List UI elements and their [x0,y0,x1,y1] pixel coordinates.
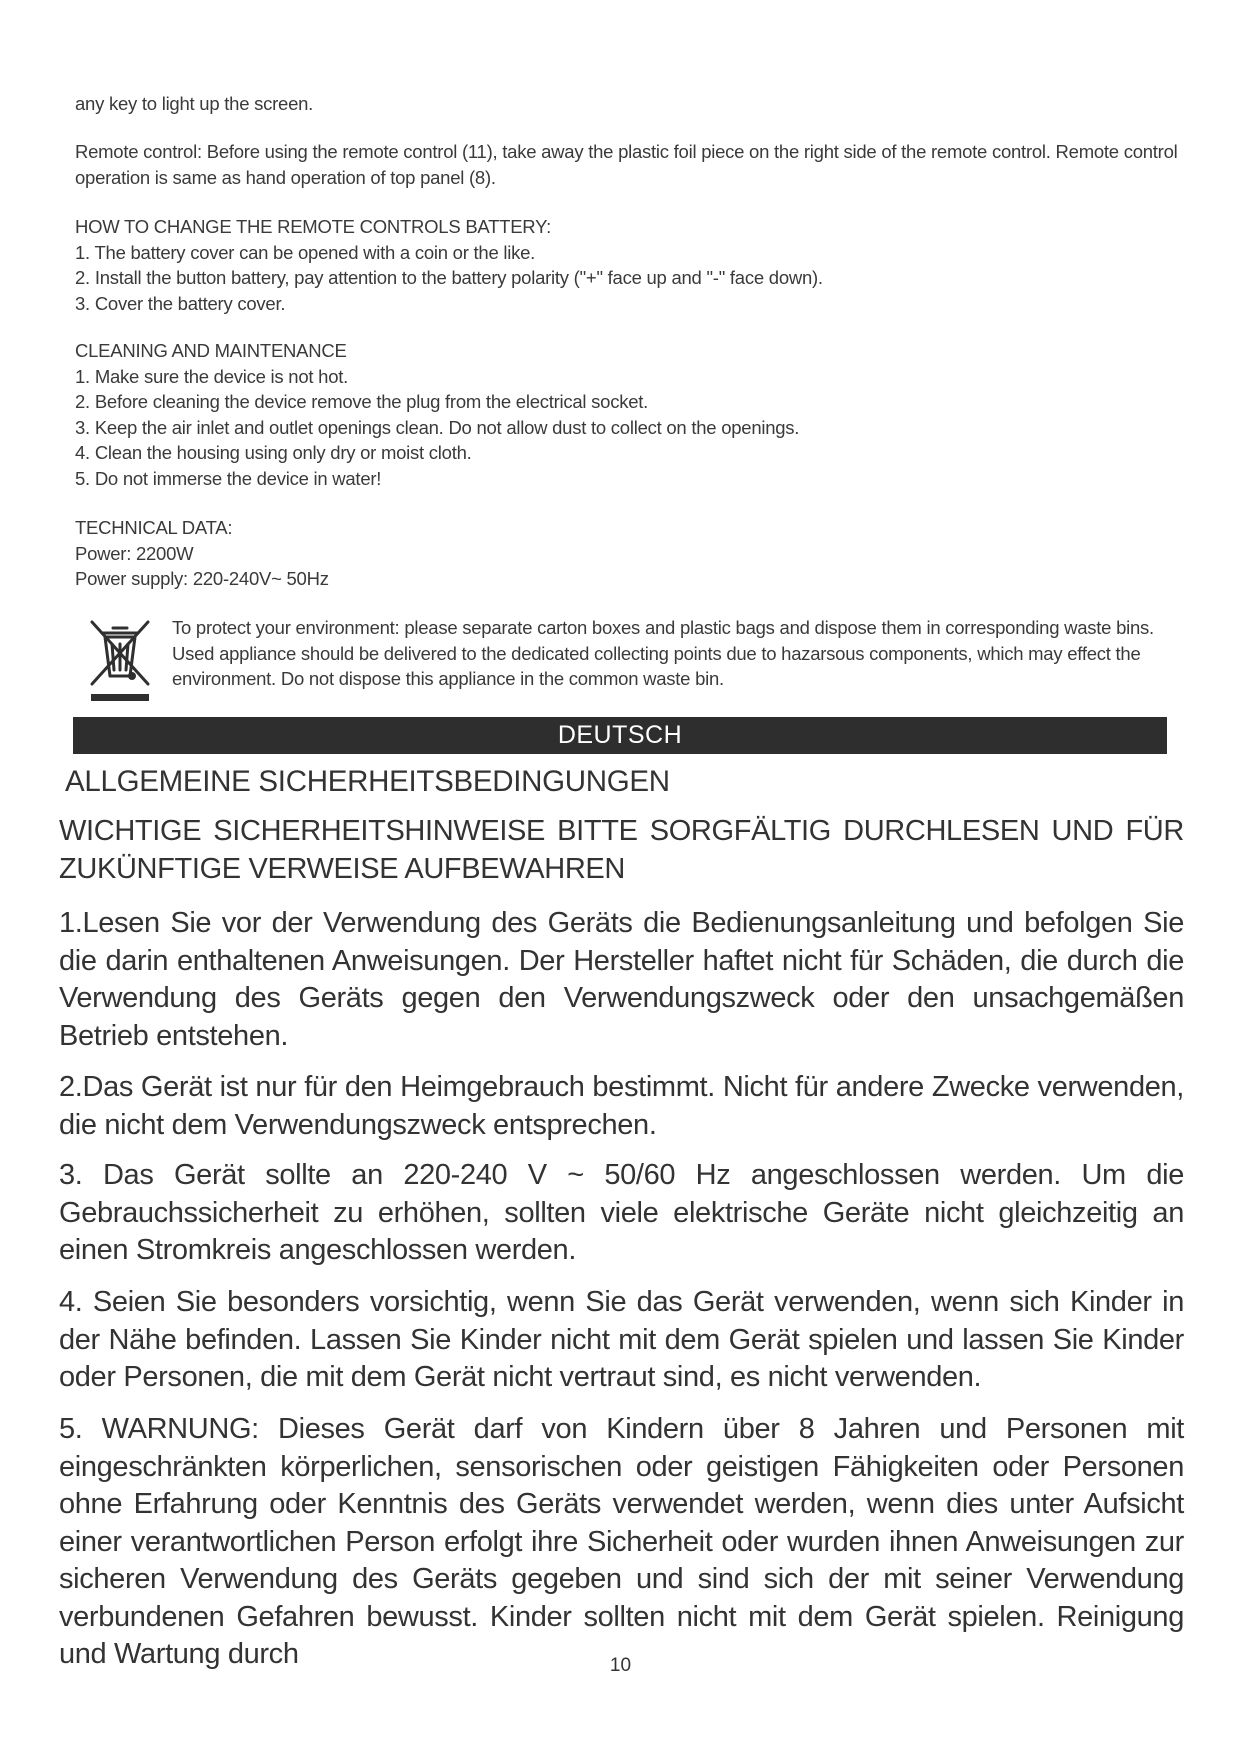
cleaning-title: CLEANING AND MAINTENANCE [75,340,347,361]
safety-item [59,1284,1184,1397]
safety-item-text: 3. Das Gerät sollte an 220-240 V ~ 50/60 Hz angeschlossen werden. Um die Gebrauchssicherheit zu erhöhen, sollten viele elektrische Geräte nicht gleichzeitig an einen Stromkreis angeschlossen werden. [59,1159,1184,1266]
crossed-out-wheelie-bin-icon [88,618,152,702]
cleaning-step: 3. Keep the air inlet and outlet openings clean. Do not allow dust to collect on the openings. [75,416,800,438]
language-section-bar [73,717,1167,754]
technical-supply: Power supply: 220-240V~ 50Hz [75,568,329,589]
language-section-label: DEUTSCH [557,721,683,749]
cleaning-step: 5. Do not immerse the device in water! [75,467,382,489]
cleaning-section [75,338,1185,491]
battery-step: 2. Install the button battery, pay attention to the battery polarity ("+" face up and "-" face down). [75,267,823,288]
cleaning-step: 4. Clean the housing using only dry or moist cloth. [75,442,472,463]
safety-item-text: 1.Lesen Sie vor der Verwendung des Geräts die Bedienungsanleitung und befolgen Sie die darin enthaltenen Anweisungen. Der Hersteller haftet nicht für Schäden, die durch die Verwendung des Geräts gegen den Verwendungszweck oder den unsachgemäßen Betrieb entstehen. [59,907,1184,1052]
safety-item [59,1411,1184,1674]
environment-notice: To protect your environment: please separate carton boxes and plastic bags and dispose them in corresponding waste bins. Used appliance should be delivered to the dedicated collecting points due to hazarsous components, which may effect the environment. Do not dispose this appliance in the common waste bin. [172,617,1154,689]
intro-line: any key to light up the screen. [75,93,314,114]
environment-notice-block [172,615,1192,692]
safety-item [59,905,1184,1055]
remote-control-block [75,139,1185,190]
important-notice: WICHTIGE SICHERHEITSHINWEISE BITTE SORGFÄLTIG DURCHLESEN UND FÜR ZUKÜNFTIGE VERWEISE AUFBEWAHREN [59,815,1184,885]
page-number: 10 [609,1655,632,1676]
technical-title: TECHNICAL DATA: [75,517,233,538]
safety-item-text: 2.Das Gerät ist nur für den Heimgebrauch bestimmt. Nicht für andere Zwecke verwenden, die nicht dem Verwendungszweck entsprechen. [59,1071,1184,1141]
cleaning-step: 2. Before cleaning the device remove the plug from the electrical socket. [75,391,649,412]
safety-item [59,1069,1184,1144]
battery-section [75,214,1185,316]
battery-title: HOW TO CHANGE THE REMOTE CONTROLS BATTERY: [75,216,552,237]
battery-step: 1. The battery cover can be opened with a coin or the like. [75,241,536,263]
safety-item-text: 5. WARNUNG: Dieses Gerät darf von Kindern über 8 Jahren und Personen mit eingeschränkten körperlichen, sensorischen oder geistigen Fähigkeiten oder Personen ohne Erfahrung oder Kenntnis des Geräts verwendet werden, wenn dies unter Aufsicht einer verantwortlichen Person erfolgt ihre Sicherheit oder wurden ihnen Anweisungen zur sicheren Verwendung des Geräts gegeben und sind sich der mit seiner Verwendung verbundenen Gefahren bewusst. Kinder sollten nicht mit dem Gerät spielen. Reinigung und Wartung durch [59,1413,1184,1670]
technical-power: Power: 2200W [75,542,194,564]
safety-item-text: 4. Seien Sie besonders vorsichtig, wenn Sie das Gerät verwenden, wenn sich Kinder in der Nähe befinden. Lassen Sie Kinder nicht mit dem Gerät spielen und lassen Sie Kinder oder Personen, die mit dem Gerät nicht vertraut sind, es nicht verwenden. [59,1286,1184,1393]
important-notice-block [59,813,1184,888]
technical-data-section [75,515,1185,592]
cleaning-step: 1. Make sure the device is not hot. [75,365,349,387]
general-safety-heading: ALLGEMEINE SICHERHEITSBEDINGUNGEN [65,765,670,798]
battery-step: 3. Cover the battery cover. [75,292,286,314]
intro-line-block [75,91,1185,117]
remote-control-text: Remote control: Before using the remote control (11), take away the plastic foil piece on the right side of the remote control. Remote control operation is same as hand operation of top panel (8). [75,141,1178,188]
safety-item [59,1157,1184,1270]
